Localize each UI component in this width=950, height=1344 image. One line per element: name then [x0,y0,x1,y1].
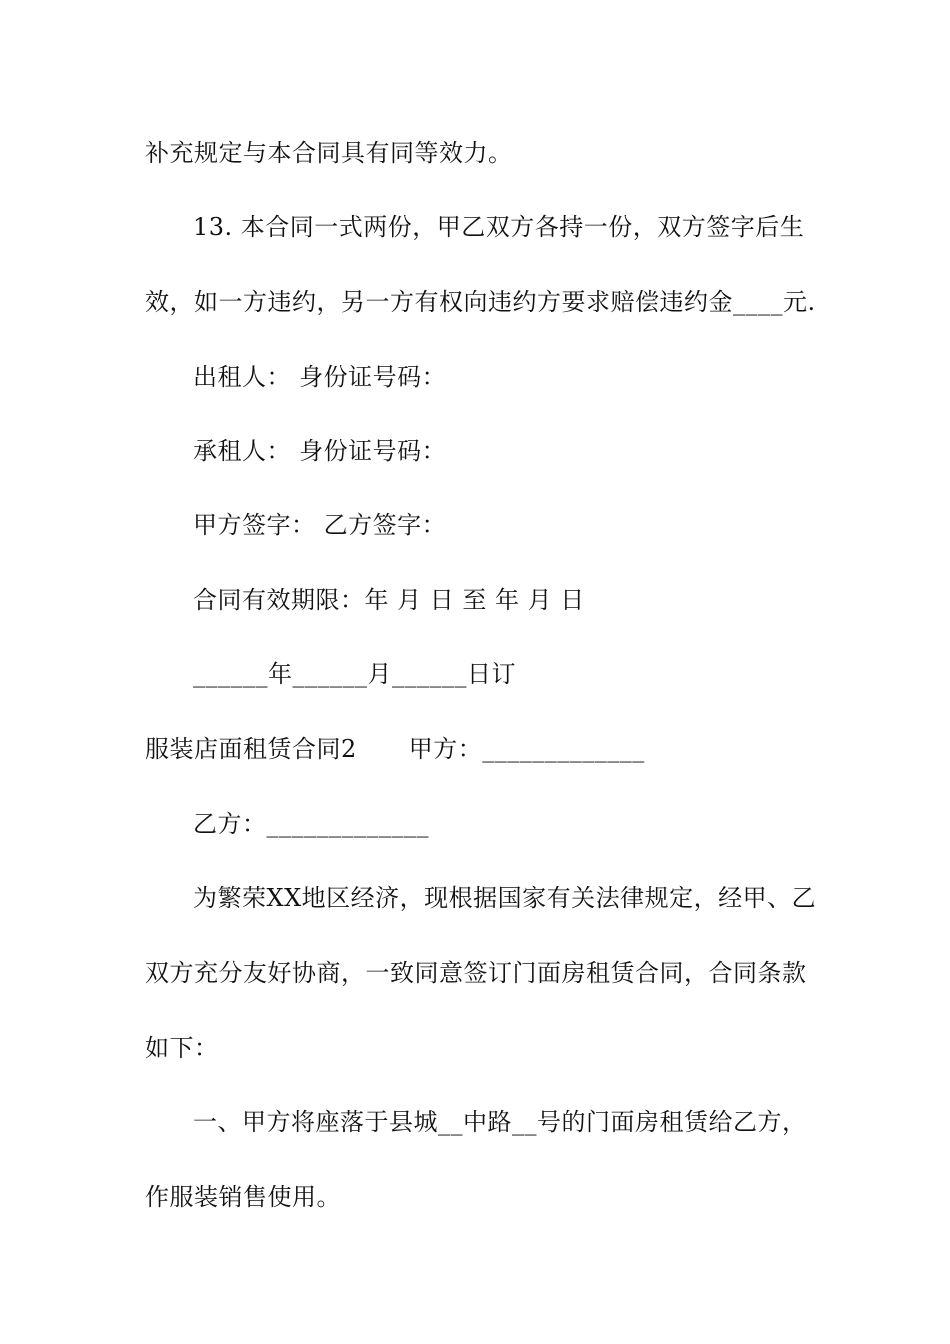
date-line: ______年______月______日订 [193,660,516,688]
paragraph-line: 补充规定与本合同具有同等效力。 [145,139,513,167]
signature-line: 甲方签字： 乙方签字： [193,511,447,539]
party-b-field: 乙方：_____________ [193,810,429,838]
paragraph-line: 作服装销售使用。 [145,1183,341,1211]
lessor-line: 出租人： 身份证号码： [193,363,447,391]
validity-period-line: 合同有效期限：年 月 日 至 年 月 日 [193,586,585,614]
paragraph-line: 双方充分友好协商，一致同意签订门面房租赁合同，合同条款 [145,959,807,987]
lessee-line: 承租人： 身份证号码： [193,437,447,465]
party-a-field: 甲方：_____________ [408,735,645,763]
contract-title: 服装店面租赁合同2 [145,735,357,763]
paragraph-line: 为繁荣XX地区经济，现根据国家有关法律规定，经甲、乙 [193,884,817,912]
clause-13-line: 13. 本合同一式两份，甲乙双方各持一份，双方签字后生 [193,213,805,241]
contract-title-line [145,734,645,764]
paragraph-line: 效，如一方违约，另一方有权向违约方要求赔偿违约金____元. [145,288,816,316]
clause-1-line: 一、甲方将座落于县城__中路__号的门面房租赁给乙方， [193,1108,807,1136]
paragraph-line: 如下： [145,1034,219,1062]
